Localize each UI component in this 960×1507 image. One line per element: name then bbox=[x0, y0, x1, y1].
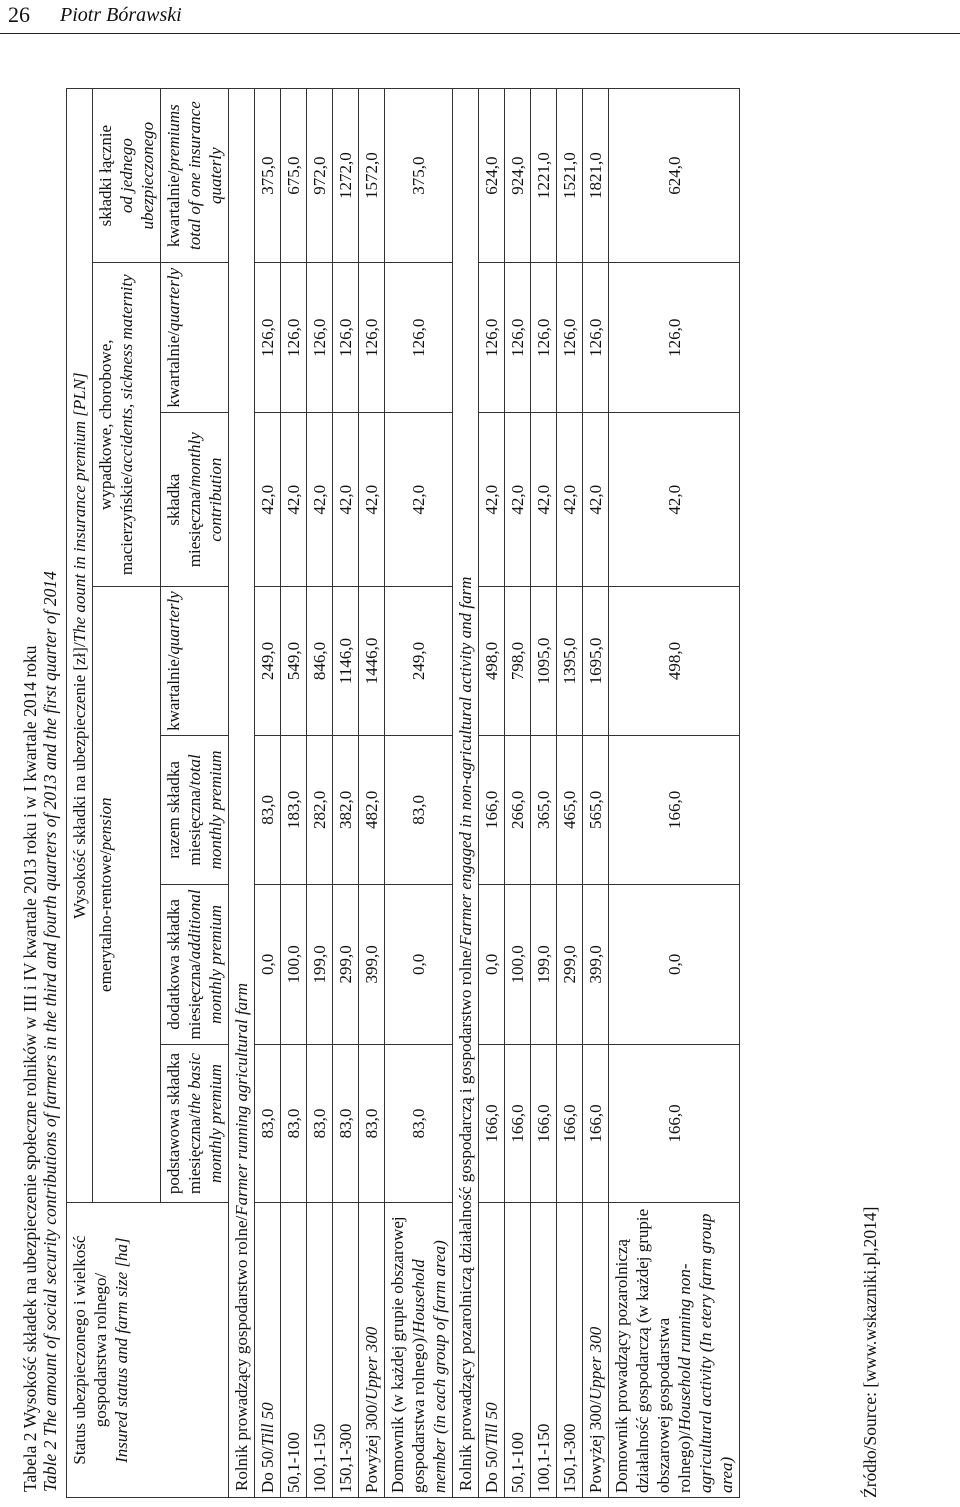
table-cell: 199,0 bbox=[531, 884, 557, 1044]
row-label: 100,1-150 bbox=[307, 1203, 333, 1498]
table-cell: 249,0 bbox=[385, 587, 453, 736]
row-label: 150,1-300 bbox=[557, 1203, 583, 1498]
section-row bbox=[229, 89, 255, 1498]
header-total-quarterly: kwartalnie/premiums total of one insurance quaterly bbox=[161, 89, 229, 263]
table-cell: 675,0 bbox=[281, 89, 307, 263]
table-cell: 166,0 bbox=[479, 1044, 505, 1202]
table-cell: 42,0 bbox=[385, 413, 453, 587]
header-pension: emerytalno-rentowe/pension bbox=[93, 587, 161, 1203]
table-cell: 83,0 bbox=[307, 1044, 333, 1202]
row-label: Powyżej 300/Upper 300 bbox=[359, 1203, 385, 1498]
table-cell: 465,0 bbox=[557, 735, 583, 884]
table-cell: 166,0 bbox=[609, 735, 740, 884]
table-cell: 166,0 bbox=[583, 1044, 609, 1202]
table-cell: 126,0 bbox=[557, 263, 583, 413]
table-cell: 126,0 bbox=[609, 263, 740, 413]
row-label: 100,1-150 bbox=[531, 1203, 557, 1498]
table-cell: 183,0 bbox=[281, 735, 307, 884]
table-row bbox=[609, 89, 740, 1498]
table-row bbox=[307, 89, 333, 1498]
table-cell: 166,0 bbox=[557, 1044, 583, 1202]
table-cell: 42,0 bbox=[333, 413, 359, 587]
table-cell: 1521,0 bbox=[557, 89, 583, 263]
table-cell: 83,0 bbox=[385, 735, 453, 884]
table-cell: 382,0 bbox=[333, 735, 359, 884]
header-total-monthly: razem składka miesięczna/total monthly premium bbox=[161, 735, 229, 884]
table-body bbox=[229, 89, 740, 1498]
table-cell: 1572,0 bbox=[359, 89, 385, 263]
row-label: 50,1-100 bbox=[505, 1203, 531, 1498]
header-basic-monthly: podstawowa składka miesięczna/the basic monthly premium bbox=[161, 1044, 229, 1202]
table-cell: 126,0 bbox=[531, 263, 557, 413]
row-label: 50,1-100 bbox=[281, 1203, 307, 1498]
table-row bbox=[281, 89, 307, 1498]
table-cell: 375,0 bbox=[385, 89, 453, 263]
table-cell: 42,0 bbox=[281, 413, 307, 587]
rotated-table-page bbox=[20, 48, 925, 1498]
header-monthly-contribution: składka miesięczna/monthly contribution bbox=[161, 413, 229, 587]
table-cell: 624,0 bbox=[479, 89, 505, 263]
table-cell: 399,0 bbox=[583, 884, 609, 1044]
table-cell: 166,0 bbox=[609, 1044, 740, 1202]
table-cell: 126,0 bbox=[385, 263, 453, 413]
caption-polish: Tabela 2 Wysokość składek na ubezpieczenie społeczne rolników w III i IV kwartale 2013 roku i w I kwartale 2014 roku bbox=[20, 645, 40, 1492]
page-number: 26 bbox=[8, 2, 30, 27]
section-row bbox=[453, 89, 479, 1498]
table-cell: 83,0 bbox=[333, 1044, 359, 1202]
table-cell: 299,0 bbox=[333, 884, 359, 1044]
table-row bbox=[583, 89, 609, 1498]
table-cell: 482,0 bbox=[359, 735, 385, 884]
table-cell: 126,0 bbox=[307, 263, 333, 413]
table-cell: 1095,0 bbox=[531, 587, 557, 736]
table-cell: 126,0 bbox=[479, 263, 505, 413]
table-cell: 166,0 bbox=[531, 1044, 557, 1202]
row-label: 150,1-300 bbox=[333, 1203, 359, 1498]
table-cell: 1821,0 bbox=[583, 89, 609, 263]
table-cell: 798,0 bbox=[505, 587, 531, 736]
table-cell: 846,0 bbox=[307, 587, 333, 736]
contributions-table bbox=[66, 88, 740, 1498]
table-cell: 83,0 bbox=[281, 1044, 307, 1202]
table-cell: 126,0 bbox=[359, 263, 385, 413]
table-cell: 0,0 bbox=[609, 884, 740, 1044]
table-cell: 249,0 bbox=[255, 587, 281, 736]
table-cell: 83,0 bbox=[359, 1044, 385, 1202]
row-label: Domownik (w każdej grupie obszarowej gospodarstwa rolnego)/Household member (in each group of farm area) bbox=[385, 1203, 453, 1498]
table-cell: 42,0 bbox=[609, 413, 740, 587]
table-cell: 549,0 bbox=[281, 587, 307, 736]
table-cell: 282,0 bbox=[307, 735, 333, 884]
row-label: Do 50/Till 50 bbox=[479, 1203, 505, 1498]
row-label: Powyżej 300/Upper 300 bbox=[583, 1203, 609, 1498]
header-premium-group: Wysokość składki na ubezpieczenie [zł]/The aount in insurance premium [PLN] bbox=[67, 89, 93, 1203]
table-cell: 0,0 bbox=[385, 884, 453, 1044]
table-cell: 166,0 bbox=[479, 735, 505, 884]
table-cell: 166,0 bbox=[505, 1044, 531, 1202]
header-pension-quarterly: kwartalnie/quarterly bbox=[161, 587, 229, 736]
author-name: Piotr Bórawski bbox=[60, 4, 182, 26]
table-cell: 365,0 bbox=[531, 735, 557, 884]
caption-english: Table 2 The amount of social security contributions of farmers in the third and fourth quarters of 2013 and the first quarter of 2014 bbox=[40, 571, 60, 1492]
table-cell: 100,0 bbox=[505, 884, 531, 1044]
table-cell: 498,0 bbox=[609, 587, 740, 736]
table-cell: 624,0 bbox=[609, 89, 740, 263]
table-cell: 924,0 bbox=[505, 89, 531, 263]
table-cell: 199,0 bbox=[307, 884, 333, 1044]
table-cell: 0,0 bbox=[255, 884, 281, 1044]
table-cell: 42,0 bbox=[583, 413, 609, 587]
table-cell: 83,0 bbox=[255, 1044, 281, 1202]
table-row bbox=[479, 89, 505, 1498]
table-cell: 1446,0 bbox=[359, 587, 385, 736]
source-note: Źródło/Source: [www.wskazniki.pl,2014] bbox=[860, 1206, 880, 1498]
table-cell: 399,0 bbox=[359, 884, 385, 1044]
table-cell: 1395,0 bbox=[557, 587, 583, 736]
header-accident-quarterly: kwartalnie/quarterly bbox=[161, 263, 229, 413]
table-cell: 100,0 bbox=[281, 884, 307, 1044]
row-label: Do 50/Till 50 bbox=[255, 1203, 281, 1498]
table-cell: 126,0 bbox=[505, 263, 531, 413]
table-row bbox=[531, 89, 557, 1498]
section-title: Rolnik prowadzący gospodarstwo rolne/Farmer running agricultural farm bbox=[229, 89, 255, 1498]
row-label: Domownik prowadzący pozarolniczą działalność gospodarczą (w każdej grupie obszarowej gospodarstwa rolnego)/Household running non-agricultural activity (In etery farm group area) bbox=[609, 1203, 740, 1498]
section-title: Rolnik prowadzący pozarolniczą działalność gospodarczą i gospodarstwo rolne/Farmer engaged in non-agricultural activity and farm bbox=[453, 89, 479, 1498]
table-cell: 299,0 bbox=[557, 884, 583, 1044]
header-accident: wypadkowe, chorobowe, macierzyńskie/accidents, sickness maternity bbox=[93, 263, 161, 587]
table-row bbox=[359, 89, 385, 1498]
table-cell: 42,0 bbox=[479, 413, 505, 587]
table-cell: 42,0 bbox=[307, 413, 333, 587]
table-cell: 972,0 bbox=[307, 89, 333, 263]
header-status: Status ubezpieczonego i wielkość gospodarstwa rolnego/ Insured status and farm size [ha] bbox=[67, 1203, 229, 1498]
table-cell: 375,0 bbox=[255, 89, 281, 263]
table-cell: 126,0 bbox=[333, 263, 359, 413]
table-cell: 498,0 bbox=[479, 587, 505, 736]
table-cell: 42,0 bbox=[557, 413, 583, 587]
table-row bbox=[333, 89, 359, 1498]
header-total-top: składki łącznie od jednego ubezpieczonego bbox=[93, 89, 161, 263]
table-cell: 42,0 bbox=[359, 413, 385, 587]
header-rule bbox=[0, 33, 960, 34]
page-header bbox=[0, 0, 960, 36]
table-cell: 266,0 bbox=[505, 735, 531, 884]
table-row bbox=[385, 89, 453, 1498]
table-cell: 42,0 bbox=[531, 413, 557, 587]
table-cell: 1695,0 bbox=[583, 587, 609, 736]
table-cell: 1221,0 bbox=[531, 89, 557, 263]
table-cell: 126,0 bbox=[583, 263, 609, 413]
table-row bbox=[505, 89, 531, 1498]
table-cell: 1272,0 bbox=[333, 89, 359, 263]
table-cell: 126,0 bbox=[255, 263, 281, 413]
table-row bbox=[557, 89, 583, 1498]
table-cell: 83,0 bbox=[255, 735, 281, 884]
table-cell: 126,0 bbox=[281, 263, 307, 413]
table-cell: 1146,0 bbox=[333, 587, 359, 736]
table-cell: 42,0 bbox=[255, 413, 281, 587]
header-additional-monthly: dodatkowa składka miesięczna/additional monthly premium bbox=[161, 884, 229, 1044]
table-cell: 83,0 bbox=[385, 1044, 453, 1202]
table-row bbox=[255, 89, 281, 1498]
table-cell: 0,0 bbox=[479, 884, 505, 1044]
table-cell: 565,0 bbox=[583, 735, 609, 884]
table-cell: 42,0 bbox=[505, 413, 531, 587]
